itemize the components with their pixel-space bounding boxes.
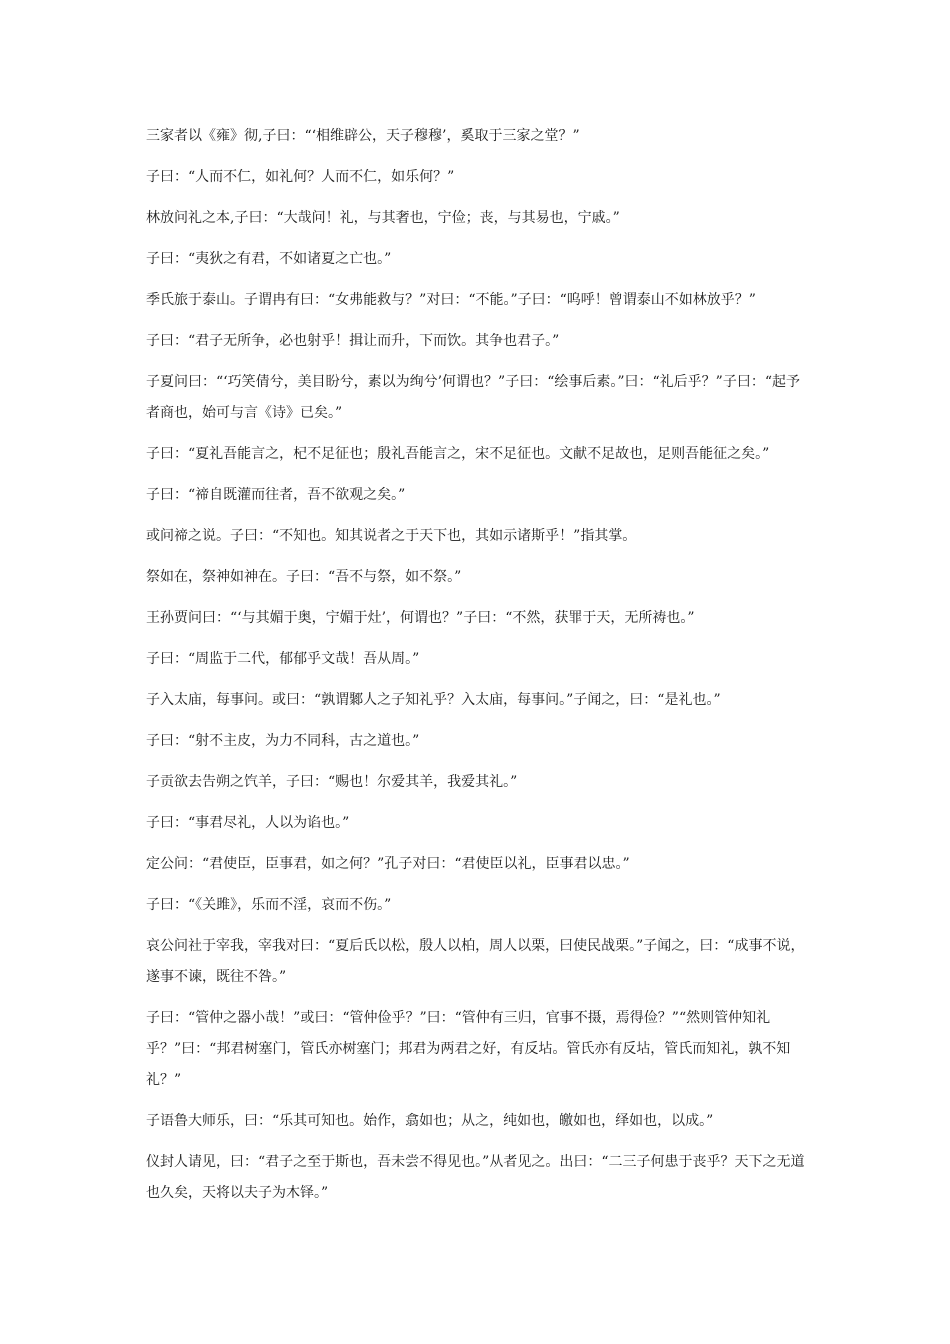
paragraph-8: 子曰：“夏礼吾能言之，杞不足征也；殷礼吾能言之，宋不足征也。文献不足故也，足则吾能征之矣。” — [146, 446, 770, 462]
paragraph-1: 三家者以《雍》彻,子曰：“‘相维辟公，天子穆穆’，奚取于三家之堂？” — [146, 128, 580, 144]
paragraph-18: 定公问：“君使臣，臣事君，如之何？”孔子对曰：“君使臣以礼，臣事君以忠。” — [146, 856, 630, 872]
paragraph-4: 子曰：“夷狄之有君，不如诸夏之亡也。” — [146, 251, 392, 267]
paragraph-2: 子曰：“人而不仁，如礼何？人而不仁，如乐何？” — [146, 169, 455, 185]
paragraph-9: 子曰：“禘自既灌而往者，吾不欲观之矣。” — [146, 487, 406, 503]
analects-text — [146, 121, 810, 1219]
paragraph-20: 哀公问社于宰我，宰我对曰：“夏后氏以松，殷人以柏，周人以栗，曰使民战栗。”子闻之，曰：“成事不说，遂事不谏，既往不咎。” — [146, 938, 805, 985]
paragraph-13: 子曰：“周监于二代，郁郁乎文哉！吾从周。” — [146, 651, 420, 667]
paragraph-6: 子曰：“君子无所争，必也射乎！揖让而升，下而饮。其争也君子。” — [146, 333, 560, 349]
paragraph-16: 子贡欲去告朔之饩羊，子曰：“赐也！尔爱其羊，我爱其礼。” — [146, 774, 518, 790]
paragraph-12: 王孙贾问曰：“‘与其媚于奥，宁媚于灶’，何谓也？”子曰：“不然，获罪于天，无所祷也。” — [146, 610, 695, 626]
paragraph-22: 子语鲁大师乐，曰：“乐其可知也。始作，翕如也；从之，纯如也，皦如也，绎如也，以成。” — [146, 1113, 714, 1129]
paragraph-15: 子曰：“射不主皮，为力不同科，古之道也。” — [146, 733, 420, 749]
paragraph-19: 子曰：“《关雎》，乐而不淫，哀而不伤。” — [146, 897, 392, 913]
paragraph-5: 季氏旅于泰山。子谓冉有曰：“女弗能救与？”对曰：“不能。”子曰：“呜呼！曾谓泰山不如林放乎？” — [146, 292, 756, 308]
paragraph-11: 祭如在，祭神如神在。子曰：“吾不与祭，如不祭。” — [146, 569, 462, 585]
paragraph-23: 仪封人请见，曰：“君子之至于斯也，吾未尝不得见也。”从者见之。出曰：“二三子何患于丧乎？天下之无道也久矣，天将以夫子为木铎。” — [146, 1154, 805, 1201]
paragraph-3: 林放问礼之本,子曰：“大哉问！礼，与其奢也，宁俭；丧，与其易也，宁戚。” — [146, 210, 620, 226]
paragraph-10: 或问禘之说。子曰：“不知也。知其说者之于天下也，其如示诸斯乎！”指其掌。 — [146, 528, 637, 544]
paragraph-7: 子夏问曰：“‘巧笑倩兮，美目盼兮，素以为绚兮’何谓也？”子曰：“绘事后素。”曰：“礼后乎？”子曰：“起予者商也，始可与言《诗》已矣。” — [146, 374, 800, 421]
paragraph-14: 子入太庙，每事问。或曰：“孰谓鄹人之子知礼乎？入太庙，每事问。”子闻之，曰：“是礼也。” — [146, 692, 721, 708]
paragraph-17: 子曰：“事君尽礼，人以为谄也。” — [146, 815, 350, 831]
paragraph-21: 子曰：“管仲之器小哉！”或曰：“管仲俭乎？”曰：“管仲有三归，官事不摄，焉得俭？”“然则管仲知礼乎？”曰：“邦君树塞门，管氏亦树塞门；邦君为两君之好，有反坫。管氏亦有反坫，管氏而知礼，孰不知礼？” — [146, 1010, 791, 1088]
